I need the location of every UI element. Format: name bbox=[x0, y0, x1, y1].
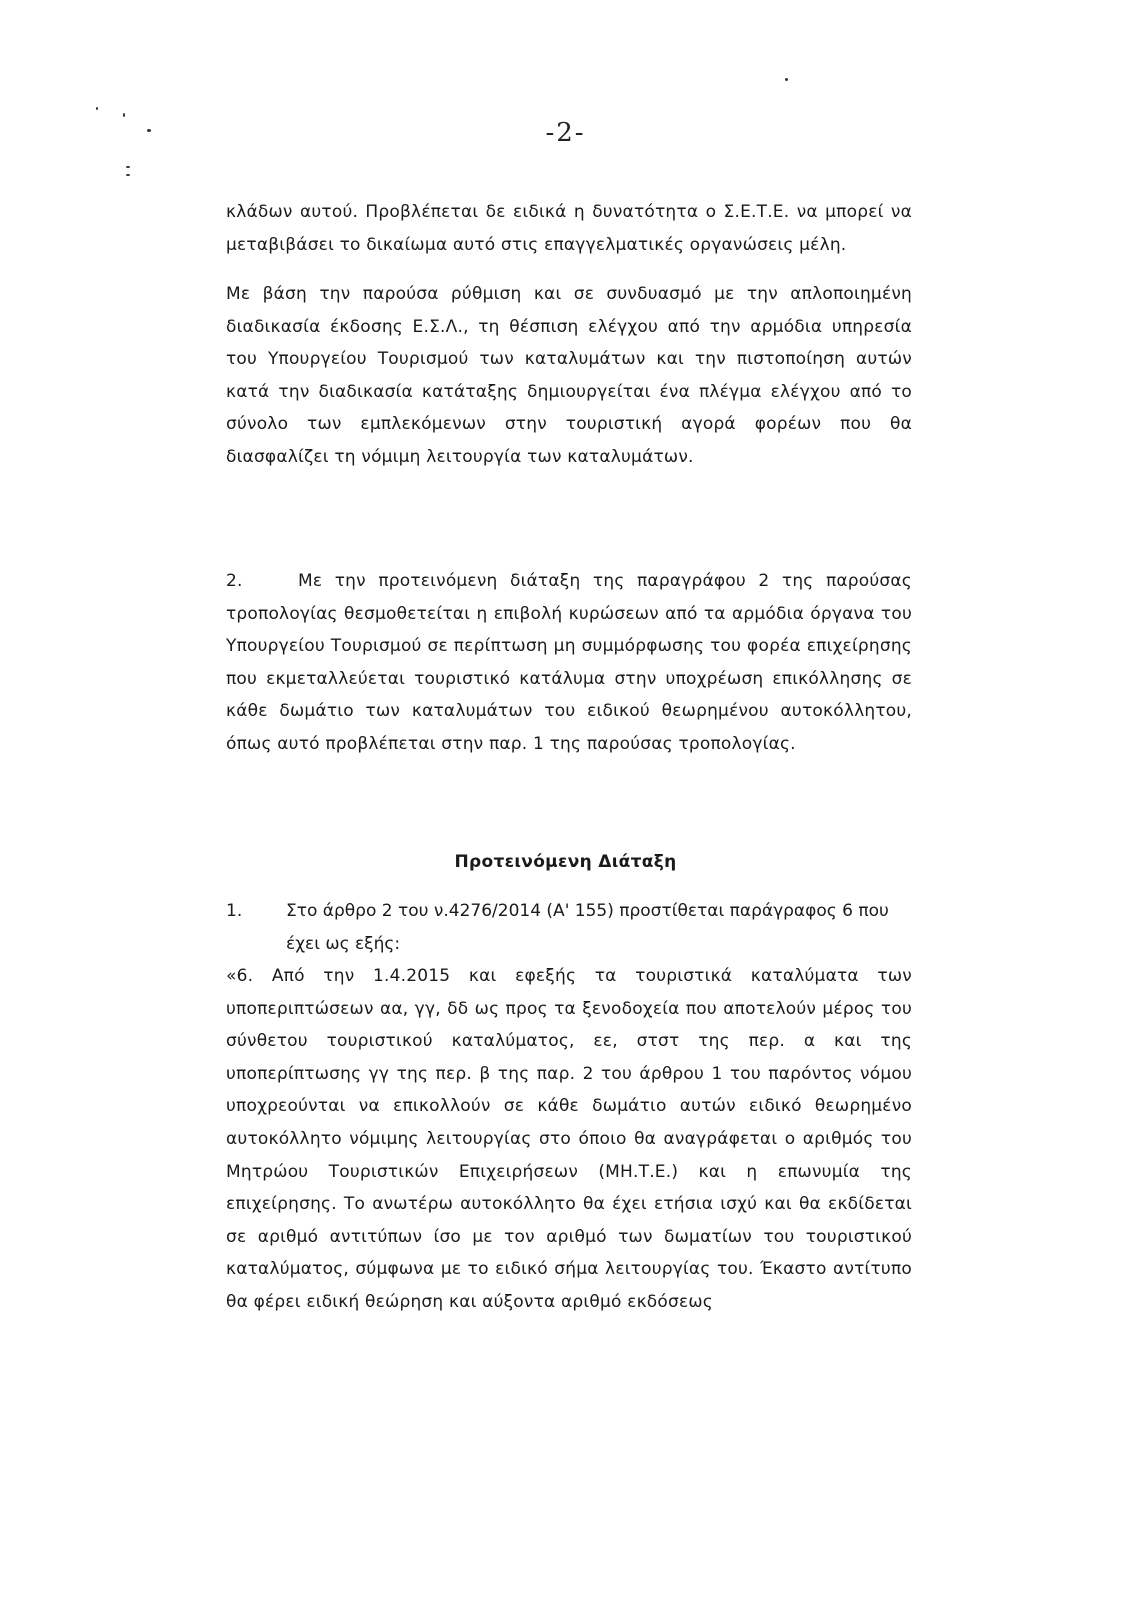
section-heading: Προτεινόμενη Διάταξη bbox=[454, 852, 677, 872]
scan-speck bbox=[785, 78, 788, 81]
scan-speck bbox=[123, 113, 125, 117]
section-two-number: 2. bbox=[226, 571, 243, 591]
quoted-paragraph bbox=[226, 960, 912, 1319]
item-one bbox=[226, 895, 912, 960]
scan-speck bbox=[126, 166, 130, 168]
intro-paragraph bbox=[226, 196, 912, 261]
quoted-paragraph-text: «6. Από την 1.4.2015 και εφεξής τα τουριστικά καταλύματα των υποπεριπτώσεων αα, γγ, δδ ως προς τα ξενοδοχεία που αποτελούν μέρος του σύνθετου τουριστικού καταλύματος, εε, στστ της περ. α και της υποπερίπτωσης γγ της περ. β της παρ. 2 του άρθρου 1 του παρόντος νόμου υποχρεούνται να επικολλούν σε κάθε δωμάτιο αυτών ειδικό θεωρημένο αυτοκόλλητο νόμιμης λειτουργίας στο όποιο θα αναγράφεται ο αριθμός του Μητρώου Τουριστικών Επιχειρήσεων (ΜΗ.Τ.Ε.) και η επωνυμία της επιχείρησης. Το ανωτέρω αυτοκόλλητο θα έχει ετήσια ισχύ και θα εκδίδεται σε αριθμό αντιτύπων ίσο με τον αριθμό των δωματίων του τουριστικού καταλύματος, σύμφωνα με το ειδικό σήμα λειτουργίας του. Έκαστο αντίτυπο θα φέρει ειδική θεώρηση και αύξοντα αριθμό εκδόσεως bbox=[226, 966, 912, 1312]
section-two-text: Με την προτεινόμενη διάταξη της παραγράφου 2 της παρούσας τροπολογίας θεσμοθετείται η επιβολή κυρώσεων από τα αρμόδια όργανα του Υπουργείου Τουρισμού σε περίπτωση μη συμμόρφωσης του φορέα επιχείρησης που εκμεταλλεύεται τουριστικό κατάλυμα στην υποχρέωση επικόλλησης σε κάθε δωμάτιο των καταλυμάτων του ειδικού θεωρημένου αυτοκόλλητου, όπως αυτό προβλέπεται στην παρ. 1 της παρούσας τροπολογίας. bbox=[226, 571, 912, 754]
scan-speck bbox=[96, 107, 98, 110]
item-one-text: Στο άρθρο 2 του ν.4276/2014 (Α' 155) προστίθεται παράγραφος 6 που έχει ως εξής: bbox=[286, 901, 889, 954]
scan-speck bbox=[126, 174, 130, 176]
main-paragraph bbox=[226, 278, 912, 474]
main-paragraph-text: Με βάση την παρούσα ρύθμιση και σε συνδυασμό με την απλοποιημένη διαδικασία έκδοσης Ε.Σ.Λ., τη θέσπιση ελέγχου από την αρμόδια υπηρεσία του Υπουργείου Τουρισμού των καταλυμάτων και την πιστοποίηση αυτών κατά την διαδικασία κατάταξης δημιουργείται ένα πλέγμα ελέγχου από το σύνολο των εμπλεκόμενων στην τουριστική αγορά φορέων που θα διασφαλίζει τη νόμιμη λειτουργία των καταλυμάτων. bbox=[226, 284, 912, 467]
page-number: -2- bbox=[545, 118, 586, 148]
intro-paragraph-text: κλάδων αυτού. Προβλέπεται δε ειδικά η δυνατότητα ο Σ.Ε.Τ.Ε. να μπορεί να μεταβιβάσει το δικαίωμα αυτό στις επαγγελματικές οργανώσεις μέλη. bbox=[226, 202, 912, 255]
item-one-number: 1. bbox=[226, 901, 243, 921]
section-two-paragraph bbox=[226, 565, 912, 761]
